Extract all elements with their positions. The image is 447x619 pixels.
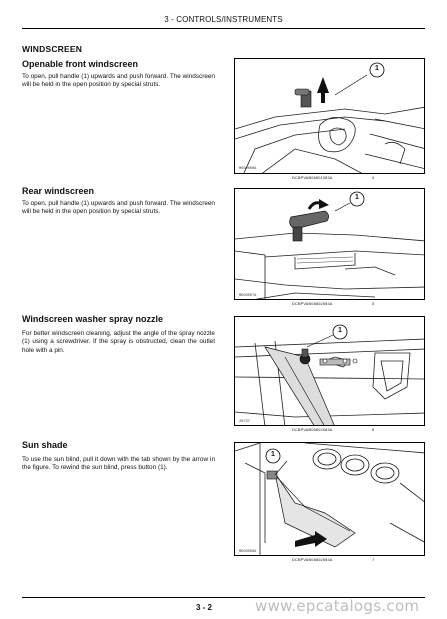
subtitle-washer-nozzle: Windscreen washer spray nozzle — [22, 314, 163, 324]
figure-number: 7 — [372, 558, 375, 562]
section-title-windscreen: WINDSCREEN — [22, 44, 83, 54]
figure-washer-nozzle — [234, 316, 425, 426]
watermark: www.epcatalogs.com — [255, 597, 420, 615]
subtitle-front-windscreen: Openable front windscreen — [22, 59, 139, 69]
text-sun-shade: To use the sun blind, pull it down with the tab shown by the arrow in the figure. To rewind the sun blind, press button (1). — [22, 456, 215, 472]
rear-windscreen-illustration — [235, 189, 425, 300]
figure-caption: DCBPVAB06801083A — [292, 176, 333, 180]
washer-nozzle-illustration — [235, 317, 425, 426]
page-number: 3 - 2 — [196, 603, 213, 612]
header-rule — [22, 28, 425, 29]
text-rear-windscreen: To open, pull handle (1) upwards and push forward. The windscreen will be held in the open position by special struts. — [22, 200, 215, 216]
figure-number: 4 — [372, 176, 375, 180]
figure-code: 26737 — [239, 420, 250, 424]
callout-1: 1 — [271, 451, 275, 458]
front-windscreen-illustration — [235, 59, 425, 174]
callout-1: 1 — [355, 194, 359, 201]
figure-rear-windscreen — [234, 188, 425, 300]
text-washer-nozzle: For better windscreen cleaning, adjust the angle of the spray nozzle (1) using a screwdriver. If the spray is obstructed, clean the outlet hole with a pin. — [22, 330, 215, 354]
figure-caption: DCBPVAB06802083A — [292, 558, 333, 562]
figure-caption: DCBPVAB06802083A — [292, 428, 333, 432]
text-front-windscreen: To open, pull handle (1) upwards and push forward. The windscreen will be held in the open position by special struts. — [22, 73, 215, 89]
figure-caption: DCBPVAB06802083A — [292, 302, 333, 306]
callout-1: 1 — [338, 327, 342, 334]
figure-sun-shade — [234, 442, 425, 556]
figure-code: MDG0007A — [239, 294, 257, 298]
figure-code: MDG0000A — [239, 167, 257, 171]
page-header-title: 3 - CONTROLS/INSTRUMENTS — [164, 15, 283, 24]
figure-number: 5 — [372, 302, 375, 306]
figure-code: MDG0008A — [239, 550, 257, 554]
figure-front-windscreen — [234, 58, 425, 174]
subtitle-rear-windscreen: Rear windscreen — [22, 186, 95, 196]
figure-number: 6 — [372, 428, 375, 432]
subtitle-sun-shade: Sun shade — [22, 440, 68, 450]
callout-1: 1 — [375, 65, 379, 72]
sun-shade-illustration — [235, 443, 425, 556]
